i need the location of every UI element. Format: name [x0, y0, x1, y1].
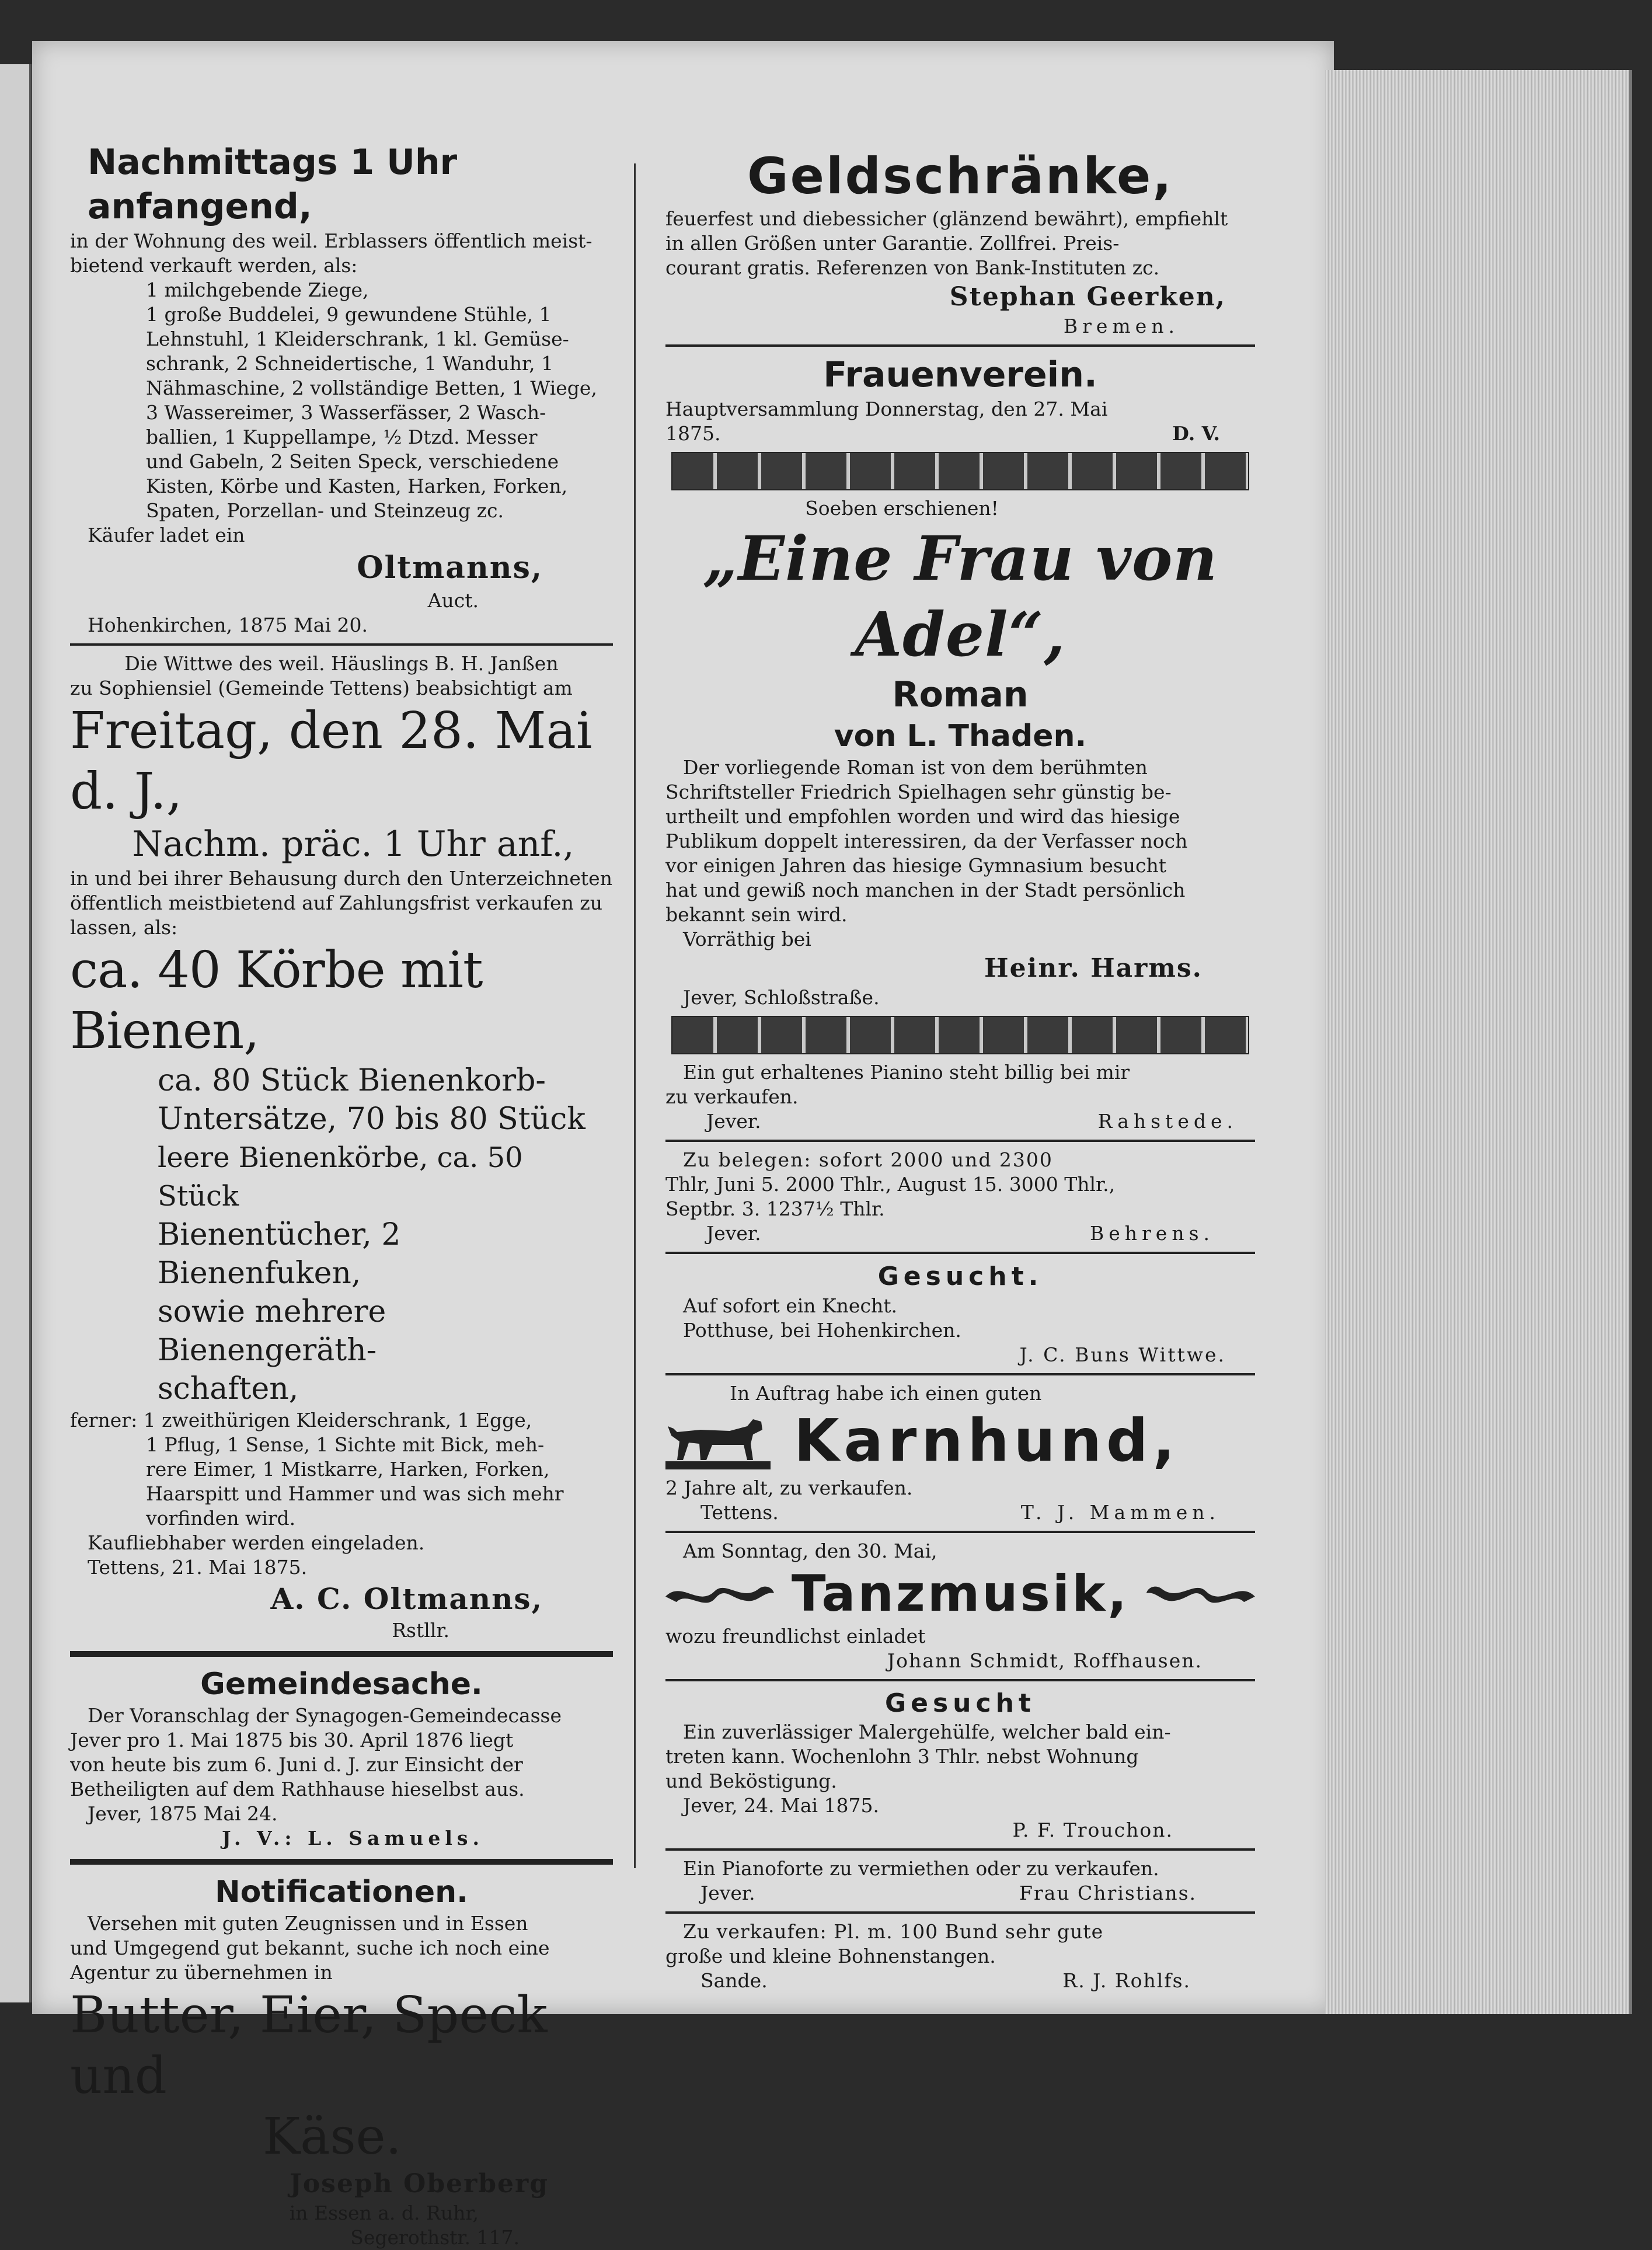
- geld-place: Bremen.: [1063, 315, 1179, 337]
- auction-line: Nähmaschine, 2 vollständige Betten, 1 Wiege,: [146, 377, 597, 399]
- bohnen-line: große und kleine Bohnenstangen.: [665, 1945, 996, 1967]
- auction-line: schrank, 2 Schneidertische, 1 Wanduhr, 1: [146, 352, 554, 375]
- auction-place-date: Hohenkirchen, 1875 Mai 20.: [88, 614, 368, 636]
- decorative-bar: [671, 452, 1249, 490]
- bees-item: Bienentücher, 2 Bienenfuken,: [158, 1217, 401, 1291]
- maler-line: Ein zuverlässiger Malergehülfe, welcher bald ein-: [683, 1720, 1171, 1743]
- hund-heading: Karnhund,: [794, 1406, 1180, 1475]
- maler-line: treten kann. Wochenlohn 3 Thlr. nebst Wohnung: [665, 1745, 1139, 1768]
- separator: [665, 1373, 1255, 1375]
- knecht-line: Auf sofort ein Knecht.: [683, 1294, 897, 1317]
- bees-body: lassen, als:: [70, 916, 178, 939]
- gemeinde-line: von heute bis zum 6. Juni d. J. zur Einsicht der: [70, 1753, 523, 1776]
- frauen-line: Hauptversammlung Donnerstag, den 27. Mai: [665, 398, 1108, 420]
- bees-intro: Die Wittwe des weil. Häuslings B. H. Janßen: [124, 652, 559, 675]
- decorative-bar: [671, 1016, 1249, 1054]
- notif-signer: Joseph Oberberg: [290, 2169, 549, 2199]
- pianino-line: zu verkaufen.: [665, 1085, 799, 1108]
- bees-intro: zu Sophiensiel (Gemeinde Tettens) beabsichtigt am: [70, 677, 573, 699]
- piano-place: Jever.: [700, 1882, 755, 1904]
- geld-line: courant gratis. Referenzen von Bank-Instituten zc.: [665, 256, 1160, 279]
- auction-signer: Oltmanns,: [357, 550, 543, 586]
- maler-signer: P. F. Trouchon.: [1012, 1819, 1173, 1841]
- auction-heading: Nachmittags 1 Uhr anfangend,: [88, 142, 458, 227]
- book-line: Vorräthig bei: [683, 928, 811, 950]
- bees-ferner: Kaufliebhaber werden eingeladen.: [88, 1531, 425, 1554]
- separator: [665, 1911, 1255, 1914]
- auction-line: bietend verkauft werden, als:: [70, 254, 358, 277]
- book-line: vor einigen Jahren das hiesige Gymnasium besucht: [665, 854, 1167, 877]
- book-line: Schriftsteller Friedrich Spielhagen sehr günstig be-: [665, 781, 1172, 803]
- bees-ferner: Tettens, 21. Mai 1875.: [88, 1556, 308, 1579]
- maler-heading: Gesucht: [885, 1688, 1036, 1718]
- bees-ferner: vorfinden wird.: [146, 1507, 296, 1530]
- frauen-line: 1875.: [665, 422, 721, 445]
- auction-ad-bees: [70, 652, 613, 1643]
- bees-big-item: ca. 40 Körbe mit Bienen,: [70, 941, 483, 1060]
- geld-signer: Stephan Geerken,: [949, 282, 1226, 312]
- frauen-heading: Frauenverein.: [823, 354, 1097, 395]
- gemeindesache-notice: [70, 1665, 613, 1851]
- bohnen-place: Sande.: [700, 1969, 768, 1992]
- bohnen-signer: R. J. Rohlfs.: [1062, 1969, 1191, 1992]
- gemeinde-line: Betheiligten auf dem Rathhause hieselbst aus.: [70, 1778, 525, 1800]
- bees-item: Untersätze, 70 bis 80 Stück: [158, 1102, 585, 1137]
- pianino-signer: Rahstede.: [1097, 1110, 1238, 1133]
- separator: [665, 1531, 1255, 1533]
- notif-line: Versehen mit guten Zeugnissen und in Essen: [88, 1912, 528, 1935]
- hund-place: Tettens.: [700, 1501, 779, 1524]
- belegen-place: Jever.: [706, 1222, 761, 1245]
- bees-time-heading: Nachm. präc. 1 Uhr anf.,: [132, 824, 574, 865]
- geld-line: in allen Größen unter Garantie. Zollfrei. Preis-: [665, 232, 1120, 255]
- previous-page-edge: [0, 64, 32, 2002]
- auction-signer-title: Auct.: [427, 589, 479, 612]
- auction-line: Kisten, Körbe und Kasten, Harken, Forken,: [146, 475, 568, 497]
- book-soeben: Soeben erschienen!: [805, 497, 999, 520]
- separator: [70, 1859, 613, 1865]
- geld-line: feuerfest und diebessicher (glänzend bewährt), empfiehlt: [665, 207, 1228, 230]
- auction-line: 1 große Buddelei, 9 gewundene Stühle, 1: [146, 303, 552, 326]
- left-column: [70, 140, 613, 2250]
- frauenverein-notice: [665, 353, 1255, 446]
- tanz-signer: Johann Schmidt, Roffhausen.: [887, 1649, 1203, 1672]
- piano-signer: Frau Christians.: [1019, 1882, 1197, 1904]
- knecht-line: Potthuse, bei Hohenkirchen.: [683, 1319, 961, 1342]
- geldschraenke-ad: [665, 146, 1255, 339]
- separator: [665, 1679, 1255, 1681]
- ornament-left-icon: [665, 1573, 775, 1614]
- book-ad: [665, 496, 1255, 1010]
- bohnenstangen-ad: [665, 1920, 1255, 1993]
- notif-big-text: Käse.: [263, 2108, 402, 2166]
- hund-line: 2 Jahre alt, zu verkaufen.: [665, 1476, 913, 1499]
- auction-line: 1 milchgebende Ziege,: [146, 278, 369, 301]
- dog-icon: [665, 1409, 771, 1473]
- bees-item: leere Bienenkörbe, ca. 50 Stück: [158, 1141, 523, 1213]
- bees-item: schaften,: [158, 1371, 299, 1406]
- bohnen-line: Zu verkaufen: Pl. m. 100 Bund sehr gute: [683, 1920, 1104, 1943]
- separator: [665, 1252, 1255, 1254]
- book-line: hat und gewiß noch manchen in der Stadt persönlich: [665, 879, 1186, 901]
- separator: [70, 1651, 613, 1657]
- hund-intro: In Auftrag habe ich einen guten: [730, 1382, 1042, 1405]
- separator: [665, 344, 1255, 347]
- belegen-signer: Behrens.: [1089, 1222, 1214, 1245]
- auction-line: Spaten, Porzellan- und Steinzeug zc.: [146, 499, 504, 522]
- notif-big-text: Butter, Eier, Speck und: [70, 1986, 548, 2105]
- book-page-edges: [1325, 70, 1632, 2014]
- bees-ferner: Haarspitt und Hammer und was sich mehr: [146, 1482, 564, 1505]
- bees-signer: A. C. Oltmanns,: [270, 1582, 543, 1616]
- geld-heading: Geldschränke,: [747, 147, 1173, 206]
- auction-line: Lehnstuhl, 1 Kleiderschrank, 1 kl. Gemüse-: [146, 328, 569, 350]
- gemeinde-line: Jever, 1875 Mai 24.: [88, 1802, 278, 1825]
- knecht-signer: J. C. Buns Wittwe.: [1019, 1343, 1226, 1366]
- column-divider: [634, 163, 636, 1868]
- book-author: von L. Thaden.: [834, 719, 1087, 754]
- gemeinde-line: Jever pro 1. Mai 1875 bis 30. April 1876 liegt: [70, 1729, 514, 1751]
- book-genre: Roman: [892, 674, 1029, 715]
- ornament-right-icon: [1145, 1573, 1255, 1614]
- notif-address: in Essen a. d. Ruhr,: [289, 2202, 479, 2224]
- notificationen-ad: [70, 1873, 613, 2250]
- auction-ad-hohenkirchen: [70, 140, 613, 638]
- book-line: Publikum doppelt interessiren, da der Verfasser noch: [665, 830, 1188, 852]
- bees-item: sowie mehrere Bienengeräth-: [158, 1294, 386, 1368]
- maler-line: Jever, 24. Mai 1875.: [683, 1794, 880, 1817]
- notif-line: Agentur zu übernehmen in: [70, 1961, 333, 1984]
- maler-line: und Beköstigung.: [665, 1770, 837, 1792]
- karnhund-ad: [665, 1381, 1255, 1525]
- gemeinde-signer: J. V.: L. Samuels.: [222, 1827, 484, 1850]
- belegen-line: Thlr, Juni 5. 2000 Thlr., August 15. 3000 Thlr.,: [665, 1173, 1116, 1196]
- auction-line: und Gabeln, 2 Seiten Speck, verschiedene: [146, 450, 559, 473]
- book-line: bekannt sein wird.: [665, 903, 848, 926]
- pianino-line: Ein gut erhaltenes Pianino steht billig bei mir: [683, 1061, 1130, 1084]
- notif-line: und Umgegend gut bekannt, suche ich noch eine: [70, 1936, 550, 1959]
- separator: [70, 643, 613, 646]
- pianino-place: Jever.: [706, 1110, 761, 1133]
- auction-line: 3 Wassereimer, 3 Wasserfässer, 2 Wasch-: [146, 401, 546, 424]
- knecht-ad: [665, 1260, 1255, 1367]
- book-signer: Heinr. Harms.: [984, 953, 1203, 983]
- book-line: Der vorliegende Roman ist von dem berühmten: [683, 756, 1148, 779]
- notif-address: Segerothstr. 117.: [350, 2226, 520, 2249]
- malergehuelfe-ad: [665, 1687, 1255, 1843]
- pianino-ad: [665, 1060, 1255, 1134]
- bees-item: ca. 80 Stück Bienenkorb-: [158, 1063, 546, 1098]
- bees-body: in und bei ihrer Behausung durch den Unterzeichneten: [70, 867, 612, 890]
- bees-date-heading: Freitag, den 28. Mai d. J.,: [70, 702, 593, 821]
- gemeinde-line: Der Voranschlag der Synagogen-Gemeindecasse: [88, 1704, 562, 1727]
- book-place: Jever, Schloßstraße.: [683, 986, 880, 1009]
- bees-ferner: 1 Pflug, 1 Sense, 1 Sichte mit Bick, meh-: [146, 1433, 545, 1456]
- auction-line: ballien, 1 Kuppellampe, ½ Dtzd. Messer: [146, 426, 538, 448]
- book-line: urtheilt und empfohlen worden und wird das hiesige: [665, 805, 1180, 828]
- bees-body: öffentlich meistbietend auf Zahlungsfrist verkaufen zu: [70, 891, 602, 914]
- knecht-heading: Gesucht.: [877, 1262, 1043, 1291]
- book-title: „Eine Frau von Adel“,: [702, 523, 1218, 670]
- tanzmusik-ad: [665, 1539, 1255, 1673]
- piano-line: Ein Pianoforte zu vermiethen oder zu verkaufen.: [683, 1857, 1159, 1880]
- tanz-line: wozu freundlichst einladet: [665, 1625, 926, 1648]
- gemeinde-heading: Gemeindesache.: [200, 1667, 483, 1702]
- frauen-sign: D. V.: [1172, 422, 1220, 445]
- bees-signer-title: Rstllr.: [392, 1619, 449, 1642]
- notif-heading: Notificationen.: [215, 1875, 468, 1910]
- separator: [665, 1848, 1255, 1851]
- auction-line: Käufer ladet ein: [88, 524, 245, 546]
- auction-line: in der Wohnung des weil. Erblassers öffentlich meist-: [70, 229, 593, 252]
- belegen-ad: [665, 1148, 1255, 1246]
- separator: [665, 1140, 1255, 1142]
- hund-signer: T. J. Mammen.: [1020, 1501, 1220, 1524]
- belegen-line: Zu belegen: sofort 2000 und 2300: [683, 1148, 1053, 1171]
- belegen-line: Septbr. 3. 1237½ Thlr.: [665, 1197, 885, 1220]
- bees-ferner: rere Eimer, 1 Mistkarre, Harken, Forken,: [146, 1458, 550, 1481]
- tanz-intro: Am Sonntag, den 30. Mai,: [683, 1540, 937, 1562]
- right-column: [665, 146, 1255, 1993]
- pianoforte-ad: [665, 1857, 1255, 1906]
- bees-ferner: ferner: 1 zweithürigen Kleiderschrank, 1 Egge,: [70, 1409, 532, 1431]
- tanz-heading: Tanzmusik,: [791, 1565, 1130, 1623]
